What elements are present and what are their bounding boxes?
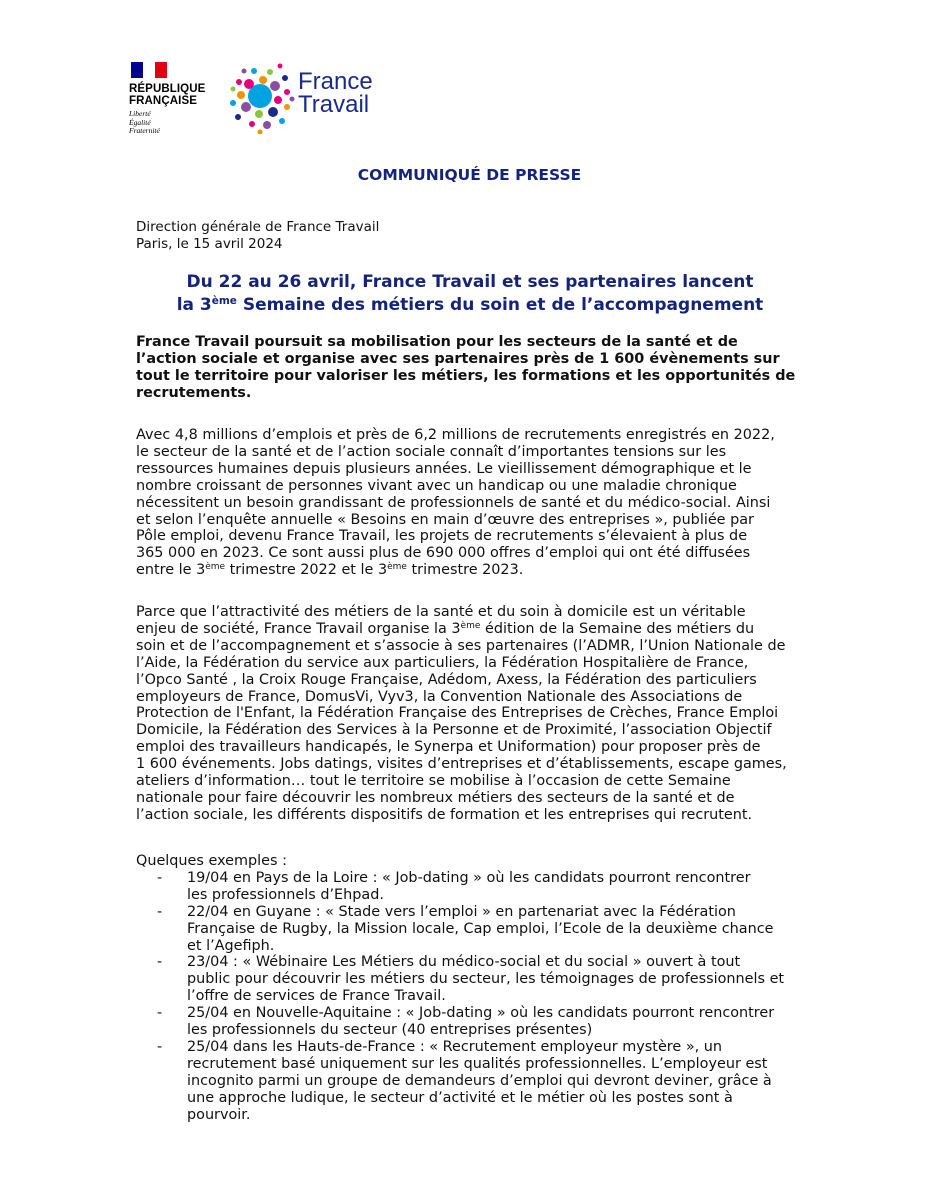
paragraph-line: Pôle emploi, devenu France Travail, les projets de recrutements s’élevaient à plus de <box>136 528 748 545</box>
logo-dot <box>282 75 288 81</box>
paragraph-line: ressources humaines depuis plusieurs années. Le vieillissement démographique et le <box>136 460 752 477</box>
logo-dot <box>284 89 290 95</box>
list-item-line: les professionnels d’Ehpad. <box>187 886 384 903</box>
paragraph-line: Protection de l'Enfant, la Fédération Française des Entreprises de Crèches, France Emploi <box>136 705 779 722</box>
bullet-dash: - <box>157 869 163 886</box>
bullet-dash: - <box>157 1005 163 1022</box>
logo-dot <box>230 100 236 106</box>
examples-section <box>136 853 806 1124</box>
list-item-line: recrutement basé uniquement sur les qualités professionnelles. L’employeur est <box>187 1055 768 1072</box>
ordinal-sup: ème <box>205 562 226 573</box>
logo-dot <box>267 69 273 75</box>
list-item <box>136 1039 806 1124</box>
examples-intro: Quelques exemples : <box>136 853 287 869</box>
ft-wordmark-line-2: Travail <box>298 91 370 118</box>
logo-dot <box>255 110 263 118</box>
logo-dot <box>258 130 263 135</box>
headline-line-1: Du 22 au 26 avril, France Travail et ses partenaires lancent <box>186 272 754 292</box>
headline-line-2-prefix: la 3 <box>176 295 212 315</box>
list-item-line: 22/04 en Guyane : « Stade vers l’emploi » en partenariat avec la Fédération <box>187 903 736 920</box>
text-run: trimestre 2022 et le 3 <box>225 562 388 579</box>
paragraph-line: le secteur de la santé et de l’action sociale connaît d’importantes tensions sur les <box>136 443 727 460</box>
bullet-dash: - <box>157 954 163 971</box>
lead-line: France Travail poursuit sa mobilisation pour les secteurs de la santé et de <box>136 334 738 350</box>
bullet-dash: - <box>157 903 163 920</box>
list-item-line: 25/04 en Nouvelle-Aquitaine : « Job-dating » où les candidats pourront rencontrer <box>187 1005 775 1022</box>
france-travail-wordmark <box>298 70 373 116</box>
france-travail-dots-icon <box>230 62 296 134</box>
lead-line: l’action sociale et organise avec ses partenaires près de 1 600 évènements sur <box>136 350 780 367</box>
rf-name-line-2: FRANÇAISE <box>129 95 197 107</box>
logo-dot <box>263 121 271 129</box>
logo-dot <box>268 107 278 117</box>
paragraph-line: l’Opco Santé , la Croix Rouge Française, Adédom, Axess, la Fédération des particuliers <box>136 671 757 688</box>
paragraph-line: 1 600 événements. Jobs datings, visites d’entreprises et d’établissements, escape games, <box>136 756 787 773</box>
dateline-date: Paris, le 15 avril 2024 <box>136 236 283 252</box>
headline-line-2-suffix: Semaine des métiers du soin et de l’accompagnement <box>236 295 764 315</box>
bullet-dash: - <box>157 1038 163 1055</box>
headline <box>136 271 804 317</box>
paragraph-line: ateliers d’information… tout le territoire se mobilise à l’occasion de cette Semaine <box>136 773 731 790</box>
paragraph-line: l’Aide, la Fédération du service aux particuliers, la Fédération Hospitalière de France, <box>136 654 749 671</box>
list-item-line: Française de Rugby, la Mission locale, Cap emploi, l’Ecole de la deuxième chance <box>187 920 774 937</box>
french-flag-icon <box>131 62 167 78</box>
logo-dot <box>237 91 245 99</box>
text-run: trimestre 2023. <box>406 562 524 579</box>
list-item-line: pourvoir. <box>187 1106 251 1123</box>
ft-wordmark-line-1: France <box>298 68 373 95</box>
list-item-line: 23/04 : « Wébinaire Les Métiers du médico-social et du social » ouvert à tout <box>187 954 741 971</box>
paragraph-line: nécessitent un besoin grandissant de professionnels de santé et du médico-social. Ainsi <box>136 494 771 511</box>
flag-red <box>155 62 167 78</box>
paragraph-line: nationale pour faire découvrir les nombreux métiers des secteurs de la santé et de <box>136 789 735 806</box>
logo-dot <box>270 81 280 91</box>
list-item-line: 25/04 dans les Hauts-de-France : « Recrutement employeur mystère », un <box>187 1038 723 1055</box>
rf-motto-fraternite: Fraternité <box>129 126 160 135</box>
lead-paragraph <box>136 334 806 402</box>
list-item <box>136 1005 806 1039</box>
logo-dot <box>249 121 255 127</box>
paragraph-partners <box>136 604 806 824</box>
ordinal-sup: ème <box>460 620 481 631</box>
paragraph-line: nombre croissant de personnes vivant avec un handicap ou une maladie chronique <box>136 477 737 494</box>
rf-motto-egalite: Égalité <box>129 117 151 127</box>
dateline <box>136 219 379 253</box>
headline-ordinal: ème <box>211 295 237 307</box>
paragraph-line: employeurs de France, DomusVi, Vyv3, la Convention Nationale des Associations de <box>136 688 743 705</box>
list-item-line: 19/04 en Pays de la Loire : « Job-dating » où les candidats pourront rencontrer <box>187 869 751 886</box>
list-item <box>136 954 806 1005</box>
ordinal-sup: ème <box>387 562 407 573</box>
list-item-line: et l’Agefiph. <box>187 937 275 954</box>
list-item-line: public pour découvrir les métiers du secteur, les témoignages de professionnels et <box>187 971 785 988</box>
logo-dot <box>236 79 242 85</box>
logo-dot <box>278 64 283 69</box>
republique-francaise-logo <box>129 62 209 136</box>
list-item-line: les professionnels du secteur (40 entreprises présentes) <box>187 1022 593 1039</box>
logo-dot <box>274 96 282 104</box>
paragraph-line: et selon l’enquête annuelle « Besoins en main d’œuvre des entreprises », publiée par <box>136 511 754 528</box>
paragraph-line: soin et de l’accompagnement et s’associe à ses partenaires (l’ADMR, l’Union Nationale de <box>136 637 786 654</box>
logo-dot <box>242 69 247 74</box>
text-run: entre le 3 <box>136 562 206 579</box>
paragraph-line <box>136 621 806 638</box>
logo-dot <box>284 104 290 110</box>
list-item <box>136 904 806 955</box>
logo-dot <box>235 114 241 120</box>
logo-dot <box>290 97 295 102</box>
list-item <box>136 870 806 904</box>
paragraph-line: Avec 4,8 millions d’emplois et près de 6,2 millions de recrutements enregistrés en 2022, <box>136 427 775 443</box>
france-travail-logo <box>230 62 390 134</box>
list-item-line: incognito parmi un groupe de demandeurs d’emploi qui devront deviner, grâce à <box>187 1072 772 1089</box>
press-release-title: COMMUNIQUÉ DE PRESSE <box>357 166 582 184</box>
paragraph-line: Parce que l’attractivité des métiers de la santé et du soin à domicile est un véritable <box>136 604 746 620</box>
logo-dot <box>241 102 251 112</box>
paragraph-line <box>136 562 806 579</box>
lead-line: tout le territoire pour valoriser les métiers, les formations et les opportunités de <box>136 367 796 384</box>
text-run: enjeu de société, France Travail organise la 3 <box>136 620 461 637</box>
paragraph-line: l’action sociale, les différents dispositifs de formation et les entreprises qui recrutent. <box>136 806 753 823</box>
logo-dot <box>259 76 267 84</box>
flag-blue <box>131 62 143 78</box>
list-item-line: l’offre de services de France Travail. <box>187 988 446 1005</box>
paragraph-line: emploi des travailleurs handicapés, le Synerpa et Uniformation) pour proposer près de <box>136 739 761 756</box>
lead-line: recrutements. <box>136 384 252 401</box>
flag-white <box>143 62 155 78</box>
paragraph-line: 365 000 en 2023. Ce sont aussi plus de 690 000 offres d’emploi qui ont été diffusées <box>136 545 751 562</box>
rf-name-line-1: RÉPUBLIQUE <box>129 83 206 95</box>
paragraph-context <box>136 427 806 579</box>
dateline-direction: Direction générale de France Travail <box>136 219 380 235</box>
logo-dot <box>244 79 254 89</box>
rf-motto-liberte: Liberté <box>129 109 151 118</box>
text-run: édition de la Semaine des métiers du <box>480 620 755 637</box>
paragraph-line: Domicile, la Fédération des Services à la Personne et de Proximité, l’association Objectif <box>136 722 772 739</box>
headline-line-2 <box>136 294 804 317</box>
logo-dot <box>279 118 285 124</box>
rf-motto <box>129 110 209 136</box>
logo-dot <box>231 87 236 92</box>
list-item-line: une approche ludique, le secteur d’activité et le métier où les postes sont à <box>187 1089 733 1106</box>
logo-dot <box>251 68 257 74</box>
